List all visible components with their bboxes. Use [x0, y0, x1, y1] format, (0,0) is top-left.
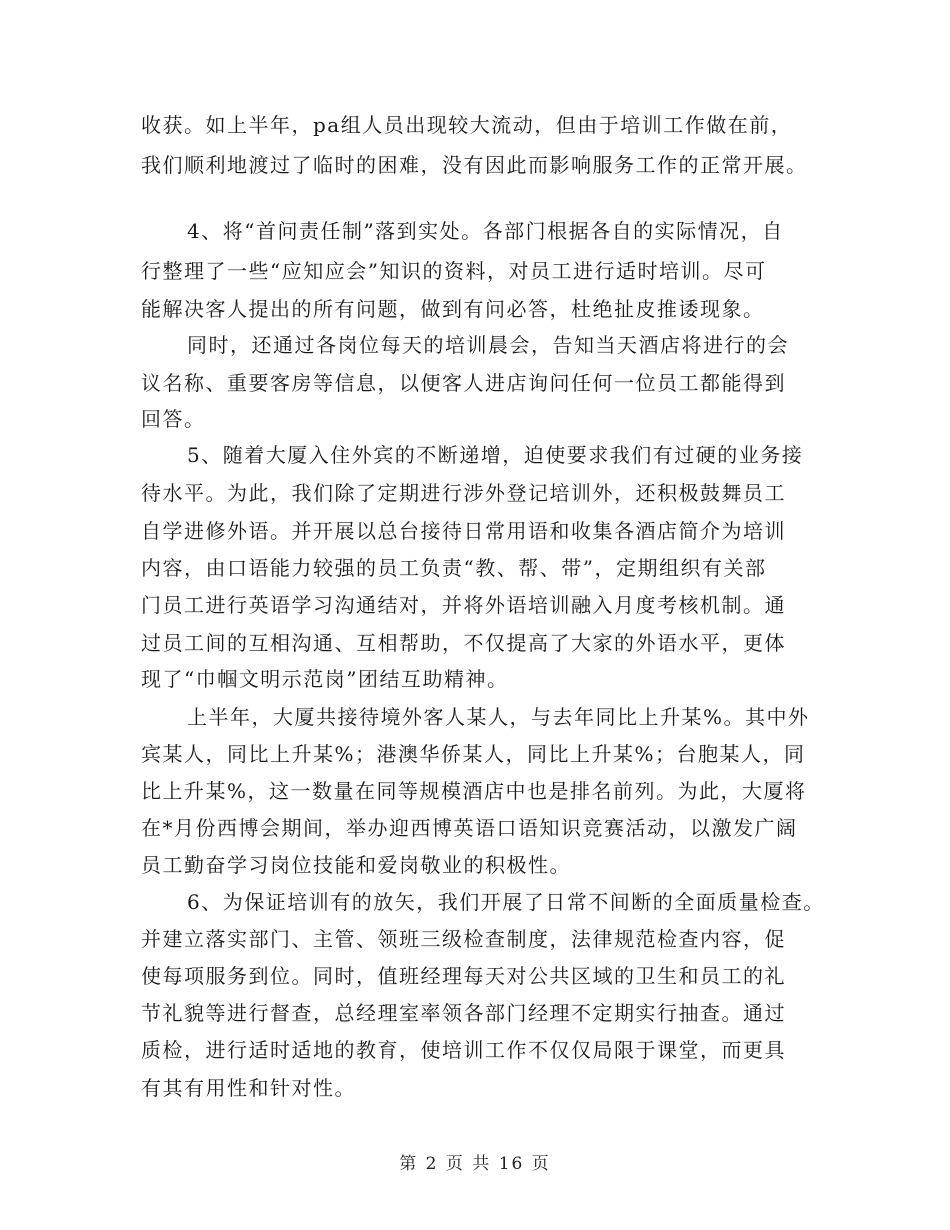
text-line: 上半年，大厦共接待境外客人某人，与去年同比上升某%。其中外 — [187, 705, 810, 729]
text-line: 过员工间的互相沟通、互相帮助，不仅提高了大家的外语水平，更体 — [141, 631, 786, 655]
text-line: 使每项服务到位。同时，值班经理每天对公共区域的卫生和员工的礼 — [141, 964, 786, 988]
text-line: 比上升某%，这一数量在同等规模酒店中也是排名前列。为此，大厦将 — [141, 779, 807, 803]
text-line: 现了“巾帼文明示范岗”团结互助精神。 — [141, 667, 509, 691]
text-line: 宾某人，同比上升某%；港澳华侨某人，同比上升某%；台胞某人，同 — [141, 742, 806, 766]
text-line: 有其有用性和针对性。 — [141, 1076, 356, 1100]
text-line: 同时，还通过各岗位每天的培训晨会，告知当天酒店将进行的会 — [187, 333, 789, 357]
text-line: 6、为保证培训有的放矢，我们开展了日常不间断的全面质量检查。 — [187, 890, 825, 914]
text-line: 员工勤奋学习岗位技能和爱岗敬业的积极性。 — [141, 853, 571, 877]
text-line: 4、将“首问责任制”落到实处。各部门根据各自的实际情况，自 — [187, 219, 784, 243]
text-line: 门员工进行英语学习沟通结对，并将外语培训融入月度考核机制。通 — [141, 593, 786, 617]
text-line: 能解决客人提出的所有问题，做到有问必答，杜绝扯皮推诿现象。 — [141, 297, 765, 321]
text-line: 行整理了一些“应知应会”知识的资料，对员工进行适时培训。尽可 — [141, 259, 767, 283]
text-line: 待水平。为此，我们除了定期进行涉外登记培训外，还积极鼓舞员工 — [141, 481, 786, 505]
text-line: 议名称、重要客房等信息，以便客人进店询问任何一位员工都能得到 — [141, 371, 786, 395]
text-line: 质检，进行适时适地的教育，使培训工作不仅仅局限于课堂，而更具 — [141, 1038, 786, 1062]
text-line: 节礼貌等进行督查，总经理室率领各部门经理不定期实行抽查。通过 — [141, 1001, 786, 1025]
text-line: 我们顺利地渡过了临时的困难，没有因此而影响服务工作的正常开展。 — [141, 153, 808, 177]
text-line: 5、随着大厦入住外宾的不断递增，迫使要求我们有过硬的业务接 — [187, 443, 804, 467]
text-line: 收获。如上半年，pa组人员出现较大流动，但由于培训工作做在前， — [141, 113, 793, 137]
text-line: 内容，由口语能力较强的员工负责“教、帮、带”，定期组织有关部 — [141, 556, 767, 580]
page-number-footer: 第 2 页 共 16 页 — [399, 1154, 551, 1174]
text-line: 回答。 — [141, 407, 206, 431]
text-line: 在*月份西博会期间，举办迎西博英语口语知识竞赛活动，以激发广阔 — [141, 816, 798, 840]
text-line: 并建立落实部门、主管、领班三级检查制度，法律规范检查内容，促 — [141, 927, 786, 951]
text-line: 自学进修外语。并开展以总台接待日常用语和收集各酒店简介为培训 — [141, 519, 786, 543]
